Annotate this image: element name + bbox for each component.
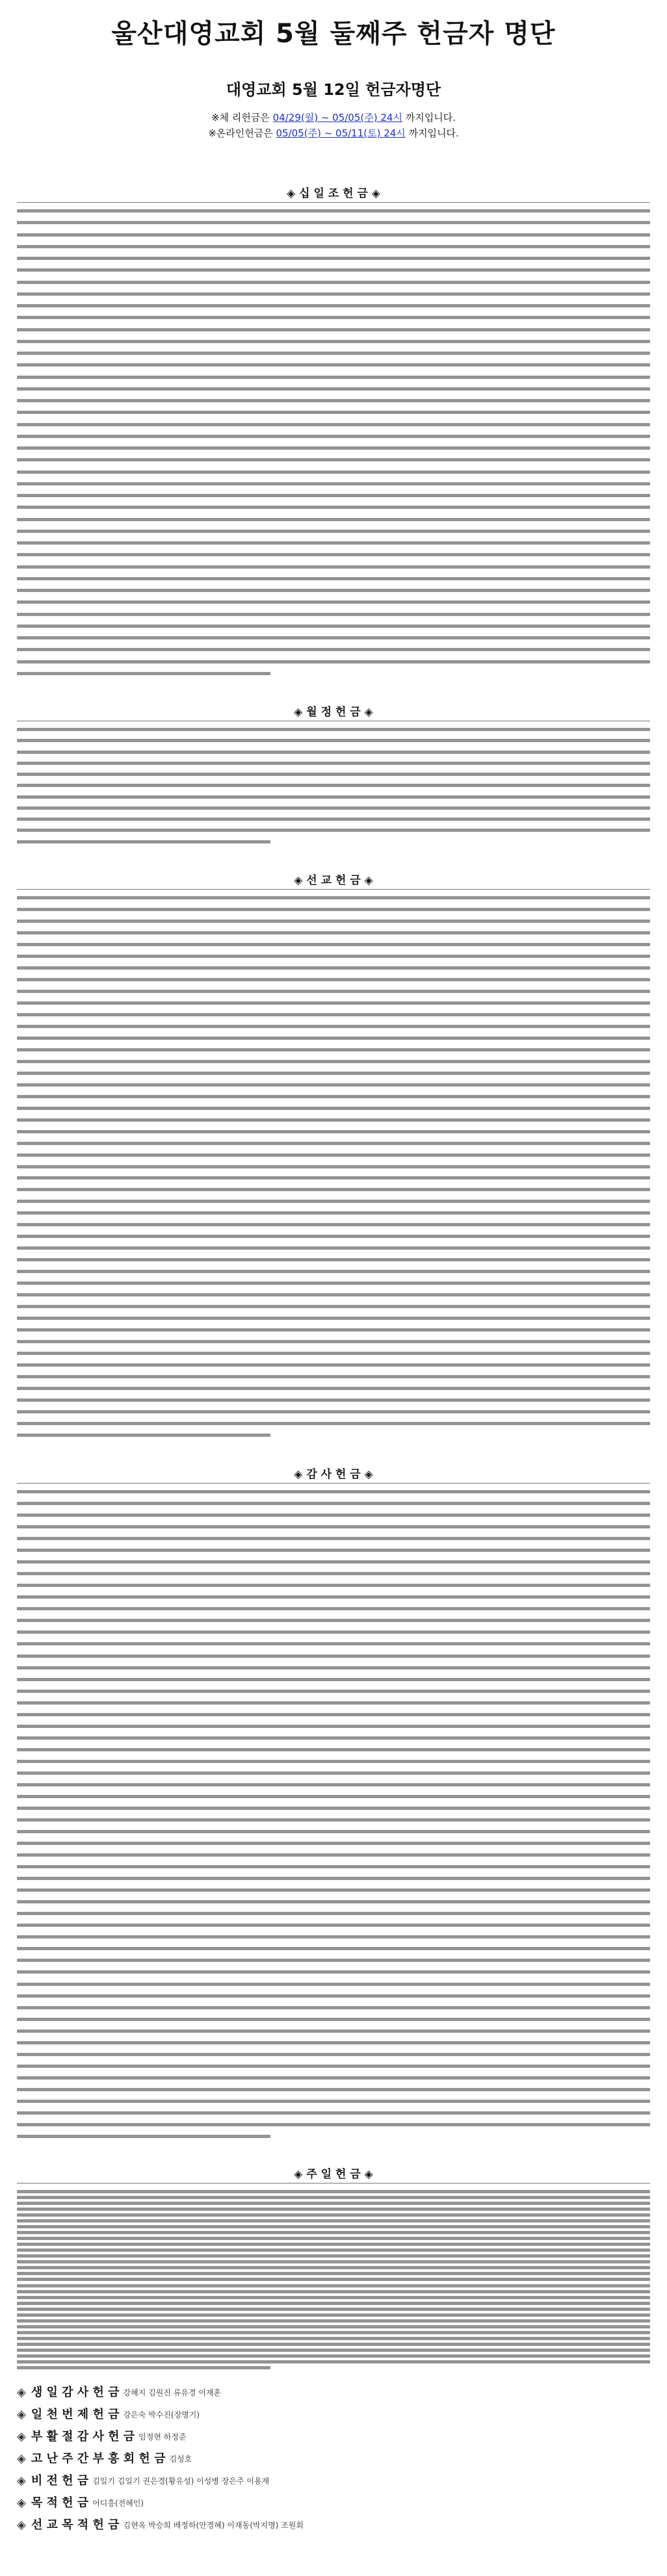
- donor-name-line: [17, 1595, 650, 1599]
- donor-name-line: [17, 1842, 650, 1845]
- donor-name-line: [17, 2196, 650, 2199]
- donor-name-line: [17, 908, 650, 911]
- donor-name-line: [17, 2208, 650, 2211]
- donor-name-line: [17, 2100, 650, 2103]
- offering-names: 김성호: [169, 2454, 192, 2464]
- donor-name-line: [17, 931, 650, 934]
- donor-name-line: [17, 1678, 650, 1681]
- donor-name-line: [17, 1328, 650, 1332]
- donor-name-line: [17, 1807, 650, 1810]
- donor-name-line: [17, 470, 650, 474]
- diamond-bullet-icon: ◈: [17, 2474, 26, 2488]
- donor-name-line: [17, 340, 650, 343]
- special-offering-row: [17, 2404, 650, 2426]
- donor-name-line: [17, 728, 650, 731]
- donor-name-line: [17, 268, 650, 272]
- donor-name-line: [17, 530, 650, 533]
- donor-name-line: [17, 387, 650, 391]
- donor-name-line: [17, 1060, 650, 1063]
- donor-name-line: [17, 806, 650, 810]
- donor-name-line: [17, 399, 650, 402]
- donor-name-line: [17, 1410, 650, 1413]
- donor-name-line: [17, 221, 650, 224]
- diamond-bullet-icon: ◈: [17, 2430, 26, 2443]
- donor-name-line: [17, 2272, 650, 2275]
- donor-name-line: [17, 1795, 650, 1798]
- donor-name-line: [17, 1083, 650, 1087]
- donor-name-line: [17, 2225, 650, 2228]
- offering-label: 생 일 감 사 헌 금: [31, 2386, 120, 2399]
- donor-name-line: [17, 2248, 650, 2252]
- donor-name-line: [17, 482, 650, 485]
- donor-name-line: [17, 1258, 650, 1261]
- section-thanksgiving: [17, 1466, 650, 2148]
- donor-name-line: [17, 1959, 650, 1962]
- donor-name-line: [17, 648, 650, 651]
- donor-name-line: [17, 2343, 650, 2346]
- notice-offline-suffix: 까지입니다.: [405, 112, 456, 123]
- donor-name-line: [17, 600, 650, 604]
- donor-name-line: [17, 316, 650, 319]
- donor-name-line: [17, 2354, 650, 2358]
- donor-name-line: [17, 2053, 650, 2056]
- offering-names: 임정현 하정준: [138, 2432, 187, 2441]
- donor-name-line: [17, 1760, 650, 1763]
- donor-name-line: [17, 1888, 650, 1892]
- donor-name-line: [17, 458, 650, 461]
- donor-name-line: [17, 2366, 270, 2369]
- donor-name-line: [17, 2308, 650, 2311]
- special-offering-row: [17, 2448, 650, 2470]
- donor-name-line: [17, 2243, 650, 2246]
- donor-name-line: [17, 1001, 650, 1005]
- donor-name-line: [17, 565, 650, 569]
- donor-name-line: [17, 613, 650, 616]
- section-title: ◈ 십 일 조 헌 금 ◈: [287, 187, 380, 200]
- donor-name-line: [17, 281, 650, 284]
- donor-name-line: [17, 2254, 650, 2258]
- donor-name-line: [17, 1398, 650, 1402]
- donor-name-line: [17, 328, 650, 331]
- donor-name-line: [17, 2266, 650, 2269]
- donor-name-line: [17, 2296, 650, 2299]
- donor-name-line: [17, 1935, 650, 1938]
- donor-name-line: [17, 1223, 650, 1226]
- donor-name-line: [17, 672, 270, 675]
- donor-name-line: [17, 1736, 650, 1740]
- donor-name-line: [17, 1200, 650, 1203]
- donor-name-line: [17, 1037, 650, 1040]
- donor-name-line: [17, 1525, 650, 1528]
- section-title: ◈ 감 사 헌 금 ◈: [294, 1468, 373, 1481]
- special-offering-row: [17, 2492, 650, 2514]
- subtitle: 대영교회 5월 12일 헌금자명단: [226, 81, 441, 99]
- donor-name-line: [17, 1513, 650, 1517]
- donor-name-line: [17, 577, 650, 580]
- donor-name-line: [17, 920, 650, 923]
- donor-name-line: [17, 1912, 650, 1915]
- donor-name-line: [17, 2325, 650, 2328]
- diamond-bullet-icon: ◈: [17, 2386, 26, 2399]
- donor-name-line: [17, 209, 650, 213]
- donor-name-line: [17, 1830, 650, 1833]
- donor-name-line: [17, 2349, 650, 2352]
- donor-name-line: [17, 589, 650, 592]
- donor-name-line: [17, 2337, 650, 2340]
- donor-name-line: [17, 2065, 650, 2068]
- donor-name-block: [17, 2187, 650, 2369]
- donor-name-line: [17, 840, 270, 844]
- diamond-bullet-icon: ◈: [17, 2496, 26, 2510]
- donor-name-line: [17, 411, 650, 414]
- section-mission: [17, 872, 650, 1447]
- donor-name-line: [17, 363, 650, 367]
- donor-name-line: [17, 1130, 650, 1133]
- donor-name-line: [17, 2076, 650, 2080]
- donor-name-line: [17, 1924, 650, 1927]
- notice-online-dates[interactable]: 05/05(주) ~ 05/11(토) 24시: [276, 127, 406, 139]
- donor-name-line: [17, 1025, 650, 1028]
- section-sunday: [17, 2166, 650, 2374]
- donor-name-line: [17, 2313, 650, 2317]
- donor-name-line: [17, 762, 650, 765]
- special-offerings: [17, 2382, 650, 2536]
- donor-name-line: [17, 1713, 650, 1716]
- donor-name-line: [17, 423, 650, 426]
- offering-label: 고 난 주 간 부 흥 회 헌 금: [31, 2452, 166, 2466]
- donor-name-line: [17, 1293, 650, 1296]
- donor-name-line: [17, 1153, 650, 1157]
- donor-name-block: [17, 1488, 650, 2144]
- donor-name-line: [17, 2111, 650, 2115]
- donor-name-line: [17, 1118, 650, 1122]
- donor-name-line: [17, 1994, 650, 1998]
- donor-name-line: [17, 636, 650, 639]
- donor-name-line: [17, 352, 650, 355]
- diamond-bullet-icon: ◈: [17, 2408, 26, 2421]
- offering-names: 강은숙 박수진(장명기): [123, 2410, 200, 2419]
- donor-name-line: [17, 292, 650, 296]
- donor-name-line: [17, 1048, 650, 1051]
- donor-name-line: [17, 1947, 650, 1950]
- donor-name-line: [17, 1246, 650, 1250]
- donor-name-line: [17, 2219, 650, 2222]
- donor-name-line: [17, 245, 650, 248]
- donor-name-line: [17, 1502, 650, 1505]
- donor-name-line: [17, 1630, 650, 1634]
- offering-names: 어디흥(전혜인): [92, 2499, 144, 2508]
- donor-name-line: [17, 966, 650, 970]
- donor-name-line: [17, 896, 650, 899]
- offering-names: 강혜지 김원진 류유경 이재훈: [123, 2388, 222, 2397]
- donor-name-block: [17, 894, 650, 1443]
- donor-name-line: [17, 506, 650, 509]
- donor-name-line: [17, 1970, 650, 1974]
- donor-name-line: [17, 1853, 650, 1857]
- offering-label: 비 전 헌 금: [31, 2474, 89, 2488]
- donor-name-line: [17, 1188, 650, 1191]
- donor-name-line: [17, 1877, 650, 1880]
- donor-name-line: [17, 1655, 650, 1658]
- donor-name-line: [17, 1537, 650, 1540]
- donor-name-line: [17, 1095, 650, 1098]
- donor-name-line: [17, 1783, 650, 1786]
- donor-name-line: [17, 2213, 650, 2217]
- donor-name-line: [17, 990, 650, 993]
- donor-name-line: [17, 1270, 650, 1273]
- offering-names: 김일기 김일기 권은경(황유성) 이성병 장은주 이용재: [92, 2477, 270, 2486]
- donor-name-line: [17, 233, 650, 237]
- diamond-bullet-icon: ◈: [17, 2452, 26, 2466]
- notice-offline-prefix: ※체 리헌금은: [211, 112, 270, 123]
- donor-name-line: [17, 1865, 650, 1868]
- notice-offline-dates[interactable]: 04/29(월) ~ 05/05(주) 24시: [272, 112, 402, 123]
- donor-name-line: [17, 446, 650, 450]
- donor-name-line: [17, 518, 650, 521]
- donor-name-line: [17, 1771, 650, 1775]
- section-divider: [17, 889, 650, 890]
- offering-label: 목 적 헌 금: [31, 2496, 89, 2510]
- donor-name-line: [17, 2284, 650, 2287]
- donor-name-line: [17, 795, 650, 799]
- donor-name-line: [17, 739, 650, 742]
- header-block: [0, 77, 667, 141]
- donor-name-line: [17, 2202, 650, 2205]
- donor-name-line: [17, 1549, 650, 1552]
- donor-name-line: [17, 1584, 650, 1587]
- donor-name-line: [17, 2190, 650, 2193]
- donor-name-line: [17, 1818, 650, 1822]
- donor-name-line: [17, 1352, 650, 1355]
- donor-name-line: [17, 829, 650, 832]
- donor-name-line: [17, 2319, 650, 2323]
- donor-name-line: [17, 1013, 650, 1016]
- donor-name-line: [17, 2302, 650, 2305]
- donor-name-line: [17, 1107, 650, 1110]
- donor-name-line: [17, 1748, 650, 1751]
- section-title: ◈ 선 교 헌 금 ◈: [294, 874, 373, 887]
- donor-name-line: [17, 773, 650, 776]
- donor-name-line: [17, 1490, 650, 1493]
- donor-name-block: [17, 725, 650, 849]
- special-offering-row: [17, 2470, 650, 2492]
- donor-name-line: [17, 257, 650, 260]
- donor-name-line: [17, 2018, 650, 2021]
- donor-name-line: [17, 1363, 650, 1367]
- notice-online-suffix: 까지입니다.: [408, 127, 459, 139]
- offering-label: 부 활 절 감 사 헌 금: [31, 2430, 135, 2443]
- donor-name-line: [17, 1387, 650, 1390]
- donor-name-line: [17, 2006, 650, 2009]
- donor-name-line: [17, 1701, 650, 1705]
- donor-name-line: [17, 1607, 650, 1610]
- donor-name-line: [17, 751, 650, 754]
- donor-name-line: [17, 2135, 270, 2138]
- donor-name-line: [17, 1282, 650, 1285]
- donor-name-line: [17, 2123, 650, 2126]
- donor-name-line: [17, 2237, 650, 2240]
- donor-name-line: [17, 660, 650, 663]
- special-offering-row: [17, 2426, 650, 2448]
- donor-name-line: [17, 1725, 650, 1728]
- section-title: ◈ 주 일 헌 금 ◈: [294, 2168, 373, 2181]
- donor-name-line: [17, 2041, 650, 2044]
- special-offering-row: [17, 2514, 650, 2536]
- donor-name-line: [17, 1900, 650, 1903]
- donor-name-line: [17, 784, 650, 787]
- donor-name-line: [17, 1434, 270, 1437]
- section-title: ◈ 월 정 헌 금 ◈: [294, 706, 373, 719]
- donor-name-line: [17, 1165, 650, 1168]
- donor-name-line: [17, 2278, 650, 2281]
- offering-label: 선 교 목 적 헌 금: [31, 2518, 120, 2532]
- donor-name-line: [17, 1983, 650, 1986]
- donor-name-line: [17, 2360, 650, 2363]
- diamond-bullet-icon: ◈: [17, 2518, 26, 2532]
- donor-name-line: [17, 1560, 650, 1564]
- donor-name-line: [17, 2029, 650, 2033]
- donor-name-line: [17, 1642, 650, 1645]
- donor-name-line: [17, 955, 650, 958]
- notice-online-prefix: ※온라인헌금은: [208, 127, 273, 139]
- special-offering-row: [17, 2382, 650, 2404]
- donor-name-line: [17, 2331, 650, 2334]
- donor-name-line: [17, 1422, 650, 1425]
- section-tithe: [17, 185, 650, 686]
- donor-name-line: [17, 435, 650, 438]
- notice-online: [0, 125, 667, 141]
- donor-name-line: [17, 1211, 650, 1215]
- donor-name-block: [17, 207, 650, 681]
- donor-name-line: [17, 1176, 650, 1179]
- notice-offline: [0, 110, 667, 125]
- donor-name-line: [17, 1690, 650, 1693]
- donor-name-line: [17, 1317, 650, 1320]
- donor-name-line: [17, 304, 650, 307]
- donor-name-line: [17, 2231, 650, 2234]
- donor-name-line: [17, 1340, 650, 1343]
- donor-name-line: [17, 1235, 650, 1238]
- offering-label: 일 천 번 제 헌 금: [31, 2408, 120, 2421]
- donor-name-line: [17, 2290, 650, 2293]
- donor-name-line: [17, 978, 650, 981]
- donor-name-line: [17, 1572, 650, 1575]
- section-divider: [17, 1483, 650, 1484]
- section-divider: [17, 202, 650, 203]
- page-title: 울산대영교회 5월 둘째주 헌금자 명단: [111, 19, 556, 49]
- donor-name-line: [17, 625, 650, 628]
- donor-name-line: [17, 553, 650, 556]
- donor-name-line: [17, 376, 650, 379]
- donor-name-line: [17, 1619, 650, 1622]
- donor-name-line: [17, 1305, 650, 1308]
- section-monthly: [17, 704, 650, 853]
- offering-names: 김현옥 박승희 배정하(안경혜) 이재동(박지명) 조원회: [123, 2521, 304, 2530]
- donor-name-line: [17, 1375, 650, 1378]
- donor-name-line: [17, 943, 650, 946]
- donor-name-line: [17, 2088, 650, 2091]
- donor-name-line: [17, 1666, 650, 1669]
- donor-name-line: [17, 2260, 650, 2263]
- donor-name-line: [17, 818, 650, 821]
- donor-name-line: [17, 494, 650, 497]
- donor-name-line: [17, 541, 650, 545]
- donor-name-line: [17, 1142, 650, 1145]
- donor-name-line: [17, 1072, 650, 1075]
